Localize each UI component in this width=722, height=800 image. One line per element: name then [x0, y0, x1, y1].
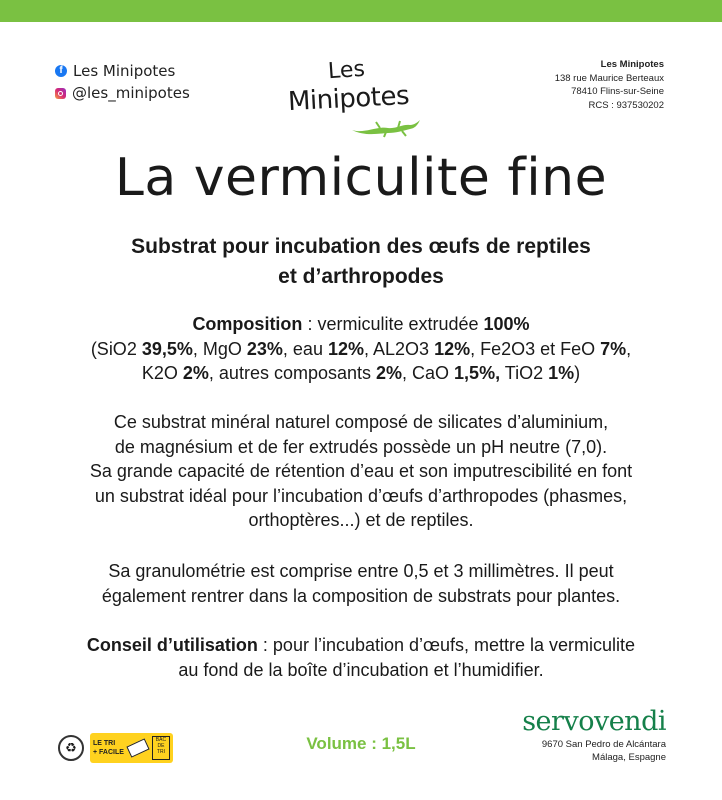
company-rcs: RCS : 937530202 [588, 99, 664, 111]
instagram-icon [55, 88, 66, 99]
volume-label: Volume : 1,5L [306, 734, 416, 753]
advice-label: Conseil d’utilisation [86, 635, 258, 655]
granulometry-paragraph [40, 559, 682, 608]
composition-main-pct: 100% [483, 314, 530, 334]
advice-line-1 [40, 633, 682, 658]
advice-paragraph [40, 633, 682, 682]
description-line-1: Ce substrat minéral naturel composé de silicates d’aluminium, [113, 412, 609, 432]
subtitle-line-1: Substrat pour incubation des œufs de reptiles [131, 235, 591, 258]
facebook-icon: f [55, 65, 67, 77]
composition-line-3 [40, 361, 682, 386]
comp-text: , CaO [402, 363, 455, 383]
comp-text: , MgO [192, 338, 247, 359]
description-paragraph [40, 410, 682, 533]
instagram-handle: @les_minipotes [72, 84, 190, 102]
comp-text: K2O [141, 363, 183, 383]
comp-text: (SiO2 [90, 338, 142, 359]
tri-text-1: LE TRI [93, 740, 116, 747]
comp-text: TiO2 [500, 363, 549, 383]
comp-text: , Fe2O3 et FeO [470, 338, 601, 359]
description-line-2: de magnésium et de fer extrudés possède un pH neutre (7,0). [114, 436, 608, 457]
top-green-bar [0, 0, 722, 22]
comp-pct: 12% [327, 338, 364, 359]
distributor-address [522, 739, 666, 764]
comp-pct: 23% [246, 338, 283, 359]
product-title: La vermiculite fine [114, 148, 608, 208]
comp-pct: 1,5%, [454, 363, 501, 383]
comp-pct: 12% [434, 338, 471, 359]
composition-paragraph [40, 312, 682, 386]
product-subtitle [0, 232, 722, 292]
granulometry-line-1: Sa granulométrie est comprise entre 0,5 et 3 millimètres. Il peut [108, 561, 614, 581]
comp-pct: 1% [548, 363, 575, 383]
lizard-icon [350, 116, 422, 138]
logo-line-1: Les [327, 56, 366, 85]
comp-text: , autres composants [208, 363, 377, 383]
composition-line-1 [40, 312, 682, 337]
distributor-line-2: Málaga, Espagne [592, 751, 666, 763]
composition-text: : vermiculite extrudée [302, 314, 484, 334]
comp-pct: 2% [376, 363, 403, 383]
facebook-row [55, 60, 190, 82]
social-links [55, 60, 190, 104]
subtitle-line-2: et d’arthropodes [278, 265, 444, 288]
comp-pct: 7% [600, 338, 627, 359]
description-line-5: orthoptères...) et de reptiles. [248, 510, 474, 530]
advice-text-1: : pour l’incubation d’œufs, mettre la vermiculite [257, 635, 636, 655]
logo-line-2: Minipotes [287, 80, 410, 118]
description-line-4: un substrat idéal pour l’incubation d’œufs d’arthropodes (phasmes, [94, 485, 628, 506]
composition-line-2 [40, 337, 682, 362]
company-address [555, 58, 664, 112]
comp-text: ) [574, 363, 581, 383]
composition-label: Composition [192, 314, 303, 334]
company-city: 78410 Flins-sur-Seine [571, 86, 664, 97]
instagram-row [55, 82, 190, 104]
company-street: 138 rue Maurice Berteaux [554, 72, 664, 84]
comp-pct: 39,5% [141, 338, 193, 359]
comp-text: , [626, 338, 632, 359]
comp-text: , eau [282, 338, 328, 359]
comp-pct: 2% [182, 363, 209, 383]
facebook-handle: Les Minipotes [73, 62, 176, 80]
triman-icon: ♻ [58, 735, 84, 761]
recycling-bin-icon: BAC DE TRI [152, 736, 170, 760]
brand-logo [280, 56, 440, 136]
advice-line-2: au fond de la boîte d’incubation et l’humidifier. [178, 659, 544, 680]
description-line-3: Sa grande capacité de rétention d’eau et son imputrescibilité en font [89, 461, 633, 481]
distributor-line-1: 9670 San Pedro de Alcántara [541, 739, 666, 750]
distributor-block [522, 706, 666, 764]
distributor-logo: servovendi [522, 706, 666, 737]
company-name: Les Minipotes [600, 59, 664, 70]
comp-text: , AL2O3 [364, 338, 435, 359]
tri-text-2: + FACILE [93, 749, 124, 756]
granulometry-line-2: également rentrer dans la composition de substrats pour plantes. [101, 585, 621, 606]
